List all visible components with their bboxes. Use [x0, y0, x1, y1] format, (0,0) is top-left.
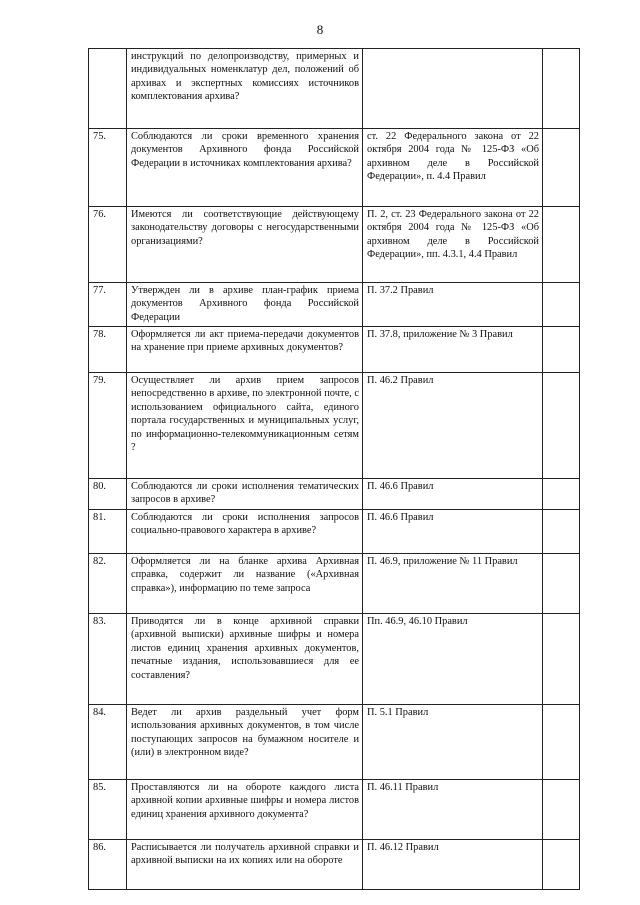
row-number: 82.	[89, 554, 127, 614]
reference-cell: П. 46.2 Правил	[363, 373, 543, 479]
row-number: 81.	[89, 510, 127, 554]
page-number: 8	[316, 22, 324, 37]
question-cell: Утвержден ли в архиве план-график приема документов Архивного фонда Российской Федерации	[127, 283, 363, 327]
table-row	[89, 49, 580, 129]
reference-cell: П. 5.1 Правил	[363, 705, 543, 780]
reference-cell: ст. 22 Федерального закона от 22 октября 2004 года № 125-ФЗ «Об архивном деле в Российской Федерации», п. 4.4 Правил	[363, 129, 543, 207]
row-number: 79.	[89, 373, 127, 479]
row-number: 84.	[89, 705, 127, 780]
table-row	[89, 373, 580, 479]
question-cell: Имеются ли соответствующие действующему законодательству договоры с негосударственными организациями?	[127, 207, 363, 283]
empty-cell	[543, 49, 580, 129]
reference-cell: П. 2, ст. 23 Федерального закона от 22 октября 2004 года № 125-ФЗ «Об архивном деле в Российской Федерации», пп. 4.3.1, 4.4 Правил	[363, 207, 543, 283]
empty-cell	[543, 327, 580, 373]
reference-cell	[363, 49, 543, 129]
reference-cell: П. 46.6 Правил	[363, 479, 543, 510]
question-cell: Осуществляет ли архив прием запросов непосредственно в архиве, по электронной почте, с использованием официального сайта, единого портала государственных и муниципальных услуг, по информационно-телекоммуникационным сетям ?	[127, 373, 363, 479]
row-number: 76.	[89, 207, 127, 283]
question-cell: Ведет ли архив раздельный учет форм использования архивных документов, в том числе поступающих запросов на бумажном носителе и (или) в электронном виде?	[127, 705, 363, 780]
empty-cell	[543, 479, 580, 510]
empty-cell	[543, 129, 580, 207]
checklist-table	[88, 48, 580, 890]
question-cell: Приводятся ли в конце архивной справки (архивной выписки) архивные шифры и номера листов единиц хранения архивных документов, печатные издания, использовавшиеся для ее составления?	[127, 614, 363, 705]
empty-cell	[543, 840, 580, 890]
reference-cell: Пп. 46.9, 46.10 Правил	[363, 614, 543, 705]
table-row	[89, 705, 580, 780]
table-row	[89, 129, 580, 207]
reference-cell: П. 46.12 Правил	[363, 840, 543, 890]
reference-cell: П. 37.2 Правил	[363, 283, 543, 327]
question-cell: инструкций по делопроизводству, примерных и индивидуальных номенклатур дел, положений об архивах и экспертных комиссиях источников комплектования архива?	[127, 49, 363, 129]
row-number: 80.	[89, 479, 127, 510]
question-cell: Проставляются ли на обороте каждого листа архивной копии архивные шифры и номера листов единиц хранения архивного документа?	[127, 780, 363, 840]
empty-cell	[543, 373, 580, 479]
table-row	[89, 554, 580, 614]
question-cell: Соблюдаются ли сроки исполнения тематических запросов в архиве?	[127, 479, 363, 510]
row-number: 83.	[89, 614, 127, 705]
row-number: 77.	[89, 283, 127, 327]
table-row	[89, 479, 580, 510]
empty-cell	[543, 554, 580, 614]
row-number	[89, 49, 127, 129]
question-cell: Оформляется ли на бланке архива Архивная справка, содержит ли название («Архивная справка»), информацию по теме запроса	[127, 554, 363, 614]
reference-cell: П. 37.8, приложение № 3 Правил	[363, 327, 543, 373]
reference-cell: П. 46.11 Правил	[363, 780, 543, 840]
question-cell: Расписывается ли получатель архивной справки и архивной выписки на их копиях или на обороте	[127, 840, 363, 890]
row-number: 75.	[89, 129, 127, 207]
question-cell: Соблюдаются ли сроки временного хранения документов Архивного фонда Российской Федерации в источниках комплектования архива?	[127, 129, 363, 207]
empty-cell	[543, 510, 580, 554]
row-number: 85.	[89, 780, 127, 840]
table-row	[89, 840, 580, 890]
table-row	[89, 510, 580, 554]
question-cell: Соблюдаются ли сроки исполнения запросов социально-правового характера в архиве?	[127, 510, 363, 554]
table-row	[89, 780, 580, 840]
reference-cell: П. 46.9, приложение № 11 Правил	[363, 554, 543, 614]
question-cell: Оформляется ли акт приема-передачи документов на хранение при приеме архивных документов?	[127, 327, 363, 373]
row-number: 78.	[89, 327, 127, 373]
table-row	[89, 614, 580, 705]
table-row	[89, 207, 580, 283]
empty-cell	[543, 780, 580, 840]
table-row	[89, 283, 580, 327]
reference-cell: П. 46.6 Правил	[363, 510, 543, 554]
empty-cell	[543, 705, 580, 780]
empty-cell	[543, 614, 580, 705]
empty-cell	[543, 283, 580, 327]
empty-cell	[543, 207, 580, 283]
row-number: 86.	[89, 840, 127, 890]
table-row	[89, 327, 580, 373]
